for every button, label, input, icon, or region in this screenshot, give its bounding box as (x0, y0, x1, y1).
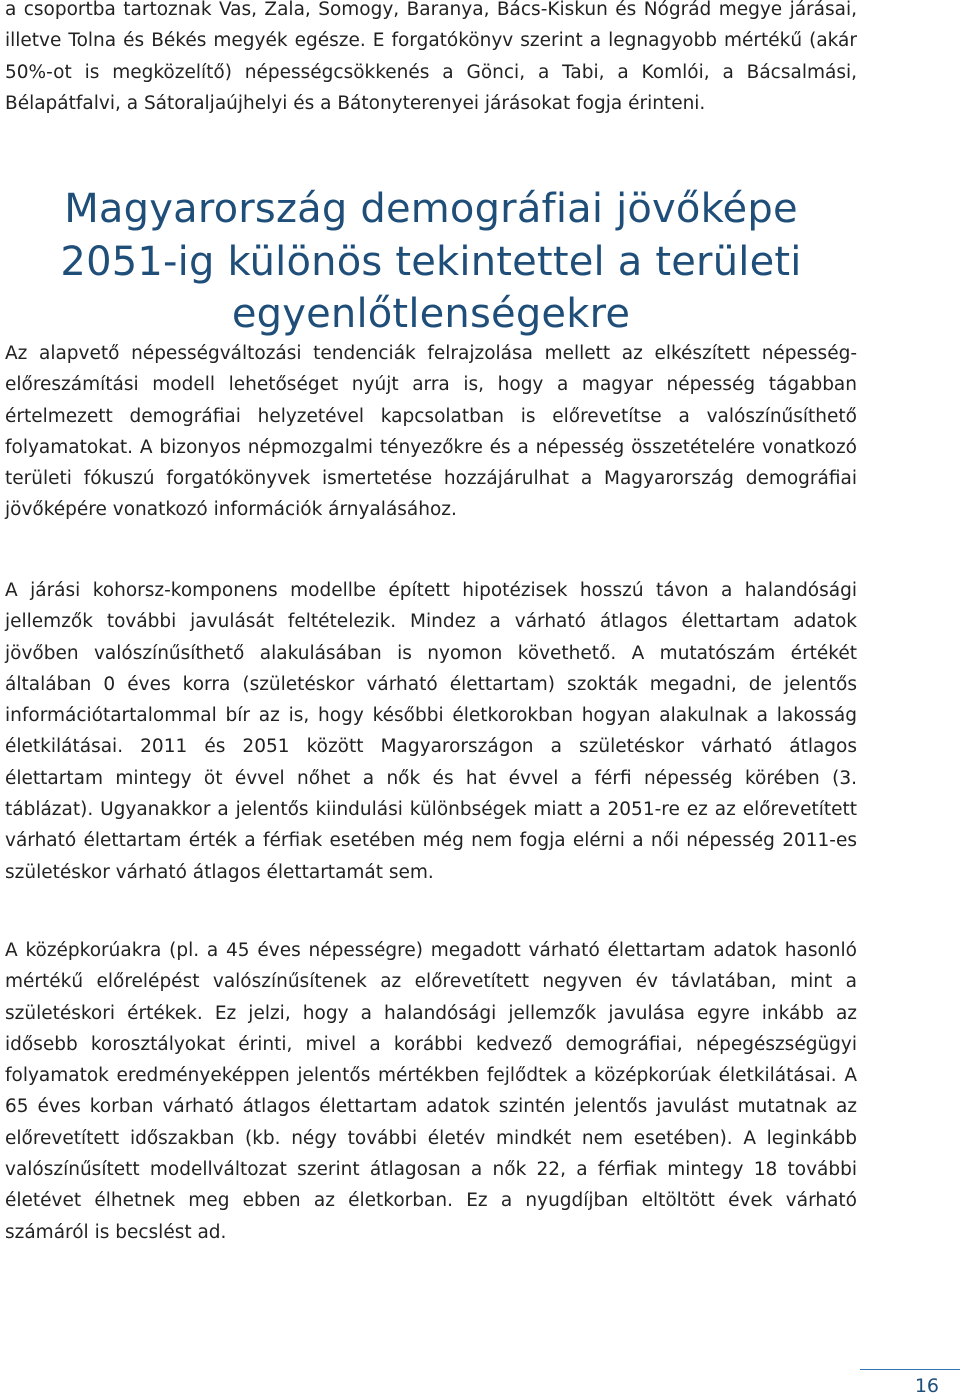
page-number: 16 (914, 1375, 939, 1397)
section-heading: Magyarország demográfiai jövőképe 2051-ig különös tekintettel a területi egyenlőtlenségekre (60, 186, 802, 337)
body-paragraph-1: Az alapvető népességváltozási tendenciák felrajzolása mellett az elkészített népesség-előreszámítási modell lehetőséget nyújt arra is, hogy a magyar népesség tágabban értelmezett demográfiai helyzetével kapcsolatban is előrevetítse a valószínűsíthető folyamatokat. A bizonyos népmozgalmi tényezőkre és a népesség összetételére vonatkozó területi fókuszú forgatókönyvek ismertetése hozzájárulhat a Magyarország demográfiai jövőképére vonatkozó információk árnyalásához. (5, 343, 857, 521)
page-footer (860, 1369, 960, 1400)
body-paragraph-3: A középkorúakra (pl. a 45 éves népességre) megadott várható élettartam adatok hasonló mértékű előrelépést valószínűsítenek az előrevetített negyven év távlatában, mint a születéskori értékek. Ez jelzi, hogy a halandósági jellemzők javulása egyre inkább az idősebb korosztályokat érinti, mivel a korábbi kedvező demográfiai, népegészségügyi folyamatok eredményeképpen jelentős mértékben fejlődtek a középkorúak életkilátásai. A 65 éves korban várható átlagos élettartam adatok szintén jelentős javulást mutatnak az előrevetített időszakban (kb. négy további életév mindkét nem esetében). A leginkább valószínűsített modellváltozat szerint átlagosan a nők 22, a férfiak mintegy 18 további életévet élhetnek meg ebben az életkorban. Ez a nyugdíjban eltöltött évek várható számáról is becslést ad. (5, 940, 857, 1243)
body-paragraph-2: A járási kohorsz-komponens modellbe épített hipotézisek hosszú távon a halandósági jellemzők további javulását feltételezik. Mindez a várható átlagos élettartam adatok jövőben valószínűsíthető alakulásában is nyomon követhető. A mutatószám értékét általában 0 éves korra (születéskor várható élettartam) szokták megadni, de jelentős információtartalommal bír az is, hogy későbbi életkorokban hogyan alakulnak a lakosság életkilátásai. 2011 és 2051 között Magyarországon a születéskor várható átlagos élettartam mintegy öt évvel nőhet a nők és hat évvel a férfi népesség körében (3. táblázat). Ugyanakkor a jelentős kiindulási különbségek miatt a 2051-re ez az előrevetített várható élettartam érték a férfiak esetében még nem fogja elérni a női népesség 2011-es születéskor várható átlagos élettartamát sem. (5, 580, 857, 883)
intro-paragraph: a csoportba tartoznak Vas, Zala, Somogy, Baranya, Bács-Kiskun és Nógrád megye járásai, illetve Tolna és Békés megyék egésze. E forgatókönyv szerint a legnagyobb mértékű (akár 50%-ot is megközelítő) népességcsökkenés a Gönci, a Tabi, a Komlói, a Bácsalmási, Bélapátfalvi, a Sátoraljaújhelyi és a Bátonyterenyei járásokat fogja érinteni. (5, 0, 857, 114)
